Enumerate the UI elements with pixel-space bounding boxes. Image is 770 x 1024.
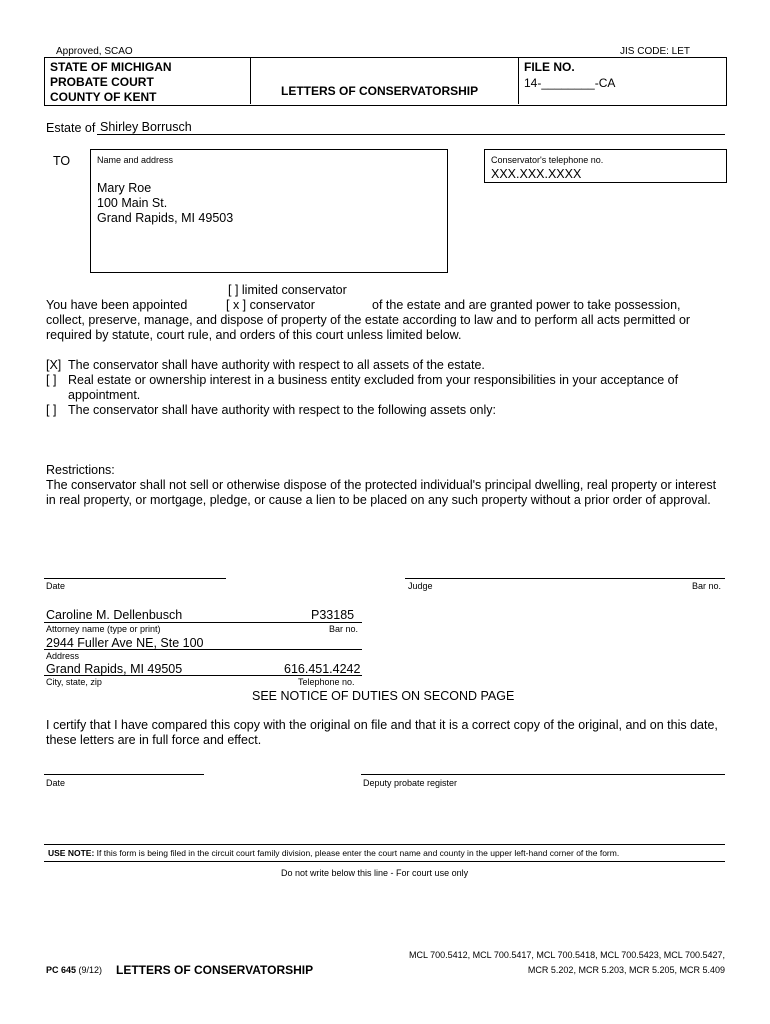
conservator-city: Grand Rapids, MI 49503 (97, 211, 234, 225)
limited-conservator-option[interactable]: [ ] limited conservator (228, 283, 347, 297)
notice-of-duties: SEE NOTICE OF DUTIES ON SECOND PAGE (252, 689, 515, 703)
estate-label: Estate of (46, 121, 96, 135)
attorney-address[interactable]: 2944 Fuller Ave NE, Ste 100 (46, 636, 204, 650)
court-line-3: COUNTY OF KENT (50, 90, 157, 104)
date-line[interactable] (44, 578, 226, 579)
use-note-text: If this form is being filed in the circuit court family division, please enter the court name and county in the upper left-hand corner of the form. (96, 848, 620, 858)
use-note-bottom-line (44, 861, 725, 862)
name-address-label: Name and address (97, 155, 174, 165)
authority-following-text: The conservator shall have authority with respect to the following assets only: (68, 403, 496, 417)
conservator-street: 100 Main St. (97, 196, 168, 210)
authority-all-checkbox[interactable]: [X] (46, 358, 62, 372)
form-number (46, 965, 102, 975)
authority-all-text: The conservator shall have authority with respect to all assets of the estate. (68, 358, 485, 372)
mcr-references: MCR 5.202, MCR 5.203, MCR 5.205, MCR 5.409 (527, 965, 725, 975)
conservator-name: Mary Roe (97, 181, 152, 195)
header-divider-1 (250, 57, 251, 104)
appointment-line-2: collect, preserve, manage, and dispose of property of the estate according to law and to perform all acts permitted or (46, 313, 691, 327)
attorney-bar-no[interactable]: P33185 (311, 608, 355, 622)
footer-form-title: LETTERS OF CONSERVATORSHIP (116, 963, 314, 977)
register-label: Deputy probate register (363, 778, 458, 788)
form-title: LETTERS OF CONSERVATORSHIP (281, 84, 479, 98)
attorney-name[interactable]: Caroline M. Dellenbusch (46, 608, 183, 622)
judge-signature-line[interactable] (405, 578, 725, 579)
estate-name[interactable]: Shirley Borrusch (100, 120, 192, 134)
attorney-city[interactable]: Grand Rapids, MI 49505 (46, 662, 183, 676)
register-signature-line[interactable] (361, 774, 725, 775)
form-no: PC 645 (46, 965, 77, 975)
use-note-label: USE NOTE: (48, 848, 95, 858)
attorney-phone[interactable]: 616.451.4242 (284, 662, 361, 676)
court-use-only: Do not write below this line - For court use only (281, 868, 469, 878)
court-name (50, 60, 172, 105)
certify-date-label: Date (46, 778, 66, 788)
city-line (44, 675, 362, 676)
court-line-1: STATE OF MICHIGAN (50, 60, 172, 74)
conservator-phone: XXX.XXX.XXXX (491, 167, 582, 181)
jis-code: JIS CODE: LET (620, 46, 691, 57)
use-note-top-line (44, 844, 725, 845)
use-note (48, 848, 619, 858)
certify-date-line[interactable] (44, 774, 204, 775)
file-no-label: FILE NO. (524, 60, 575, 74)
to-label: TO (53, 154, 71, 168)
file-no-value[interactable]: 14-________-CA (524, 76, 616, 90)
estate-underline (97, 134, 725, 135)
authority-excluded-checkbox[interactable]: [ ] (46, 373, 57, 387)
appointment-line-3: required by statute, court rule, and orders of this court unless limited below. (46, 328, 462, 342)
header-divider-2 (518, 57, 519, 104)
authority-excluded-text-cont: appointment. (68, 388, 141, 402)
judge-label: Judge (408, 581, 433, 591)
phone-label: Conservator's telephone no. (491, 155, 604, 165)
city-label: City, state, zip (46, 677, 102, 687)
attorney-bar-no-label: Bar no. (329, 624, 359, 634)
date-label: Date (46, 581, 66, 591)
approved-scao: Approved, SCAO (56, 46, 133, 57)
certify-line-2: these letters are in full force and effect. (46, 733, 262, 747)
conservator-address (97, 181, 233, 226)
attorney-line (44, 622, 362, 623)
court-line-2: PROBATE COURT (50, 75, 154, 89)
mcl-references: MCL 700.5412, MCL 700.5417, MCL 700.5418, MCL 700.5423, MCL 700.5427, (408, 950, 725, 960)
address-label: Address (46, 651, 80, 661)
address-line (44, 649, 362, 650)
authority-excluded-text: Real estate or ownership interest in a business entity excluded from your responsibilities in your acceptance of (68, 373, 679, 387)
estate-text: of the estate and are granted power to take possession, (372, 298, 681, 312)
form-date: (9/12) (78, 965, 103, 975)
certify-line-1: I certify that I have compared this copy with the original on file and that it is a correct copy of the original, and on this date, (46, 718, 718, 732)
restrictions-label: Restrictions: (46, 463, 115, 477)
conservator-option[interactable]: [ x ] conservator (226, 298, 315, 312)
authority-following-checkbox[interactable]: [ ] (46, 403, 57, 417)
restrictions-line-2: in real property, or mortgage, pledge, or cause a lien to be placed on any such property without a prior order of approval. (46, 493, 711, 507)
you-appointed: You have been appointed (46, 298, 188, 312)
attorney-name-label: Attorney name (type or print) (46, 624, 161, 634)
telephone-label: Telephone no. (298, 677, 355, 687)
restrictions-line-1: The conservator shall not sell or otherwise dispose of the protected individual's principal dwelling, real property or interest (46, 478, 717, 492)
judge-bar-no-label: Bar no. (692, 581, 722, 591)
